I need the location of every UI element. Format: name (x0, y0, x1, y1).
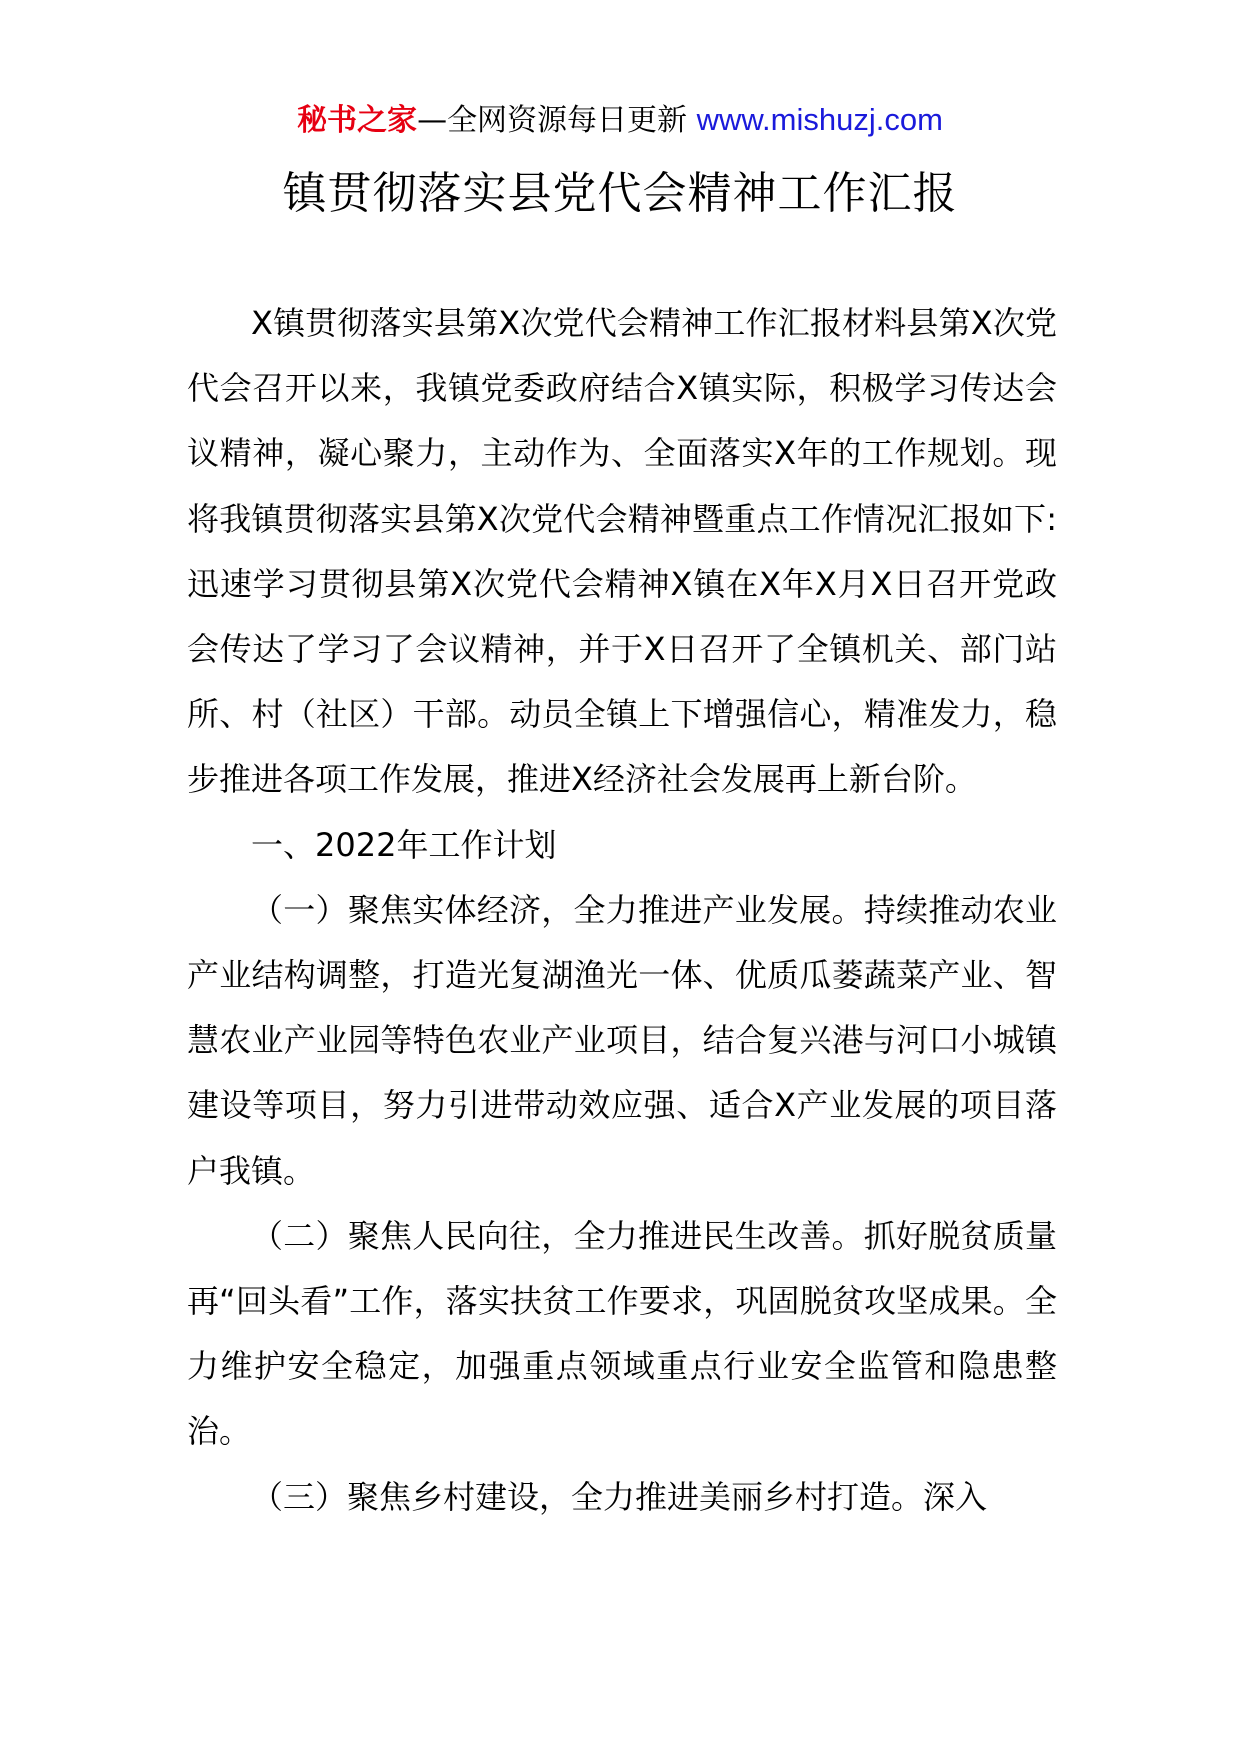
plan-item-2: （二）聚焦人民向往，全力推进民生改善。抓好脱贫质量再“回头看”工作，落实扶贫工作要求，巩固脱贫攻坚成果。全力维护安全稳定，加强重点领域重点行业安全监管和隐患整治。 (187, 1216, 1057, 1451)
document-title: 镇贯彻落实县党代会精神工作汇报 (282, 168, 958, 219)
site-banner (0, 100, 1240, 141)
plan-item-1: （一）聚焦实体经济，全力推进产业发展。持续推动农业产业结构调整，打造光复湖渔光一体、优质瓜蒌蔬菜产业、智慧农业产业园等特色农业产业项目，结合复兴港与河口小城镇建设等项目，努力引进带动效应强、适合X产业发展的项目落户我镇。 (187, 890, 1057, 1190)
banner-slogan: —全网资源每日更新 (417, 103, 688, 138)
section-heading: 一、2022年工作计划 (251, 825, 557, 864)
brand-name: 秘书之家 (297, 103, 418, 138)
intro-paragraph: X镇贯彻落实县第X次党代会精神工作汇报材料县第X次党代会召开以来，我镇党委政府结合X镇实际，积极学习传达会议精神，凝心聚力，主动作为、全面落实X年的工作规划。现将我镇贯彻落实县第X次党代会精神暨重点工作情况汇报如下:迅速学习贯彻县第X次党代会精神X镇在X年X月X日召开党政会传达了学习了会议精神，并于X日召开了全镇机关、部门站所、村（社区）干部。动员全镇上下增强信心，精准发力，稳步推进各项工作发展，推进X经济社会发展再上新台阶。 (187, 304, 1057, 799)
document-body (187, 291, 1057, 1530)
plan-item-3: （三）聚焦乡村建设，全力推进美丽乡村打造。深入 (251, 1477, 988, 1516)
website-link[interactable]: www.mishuzj.com (696, 102, 943, 137)
